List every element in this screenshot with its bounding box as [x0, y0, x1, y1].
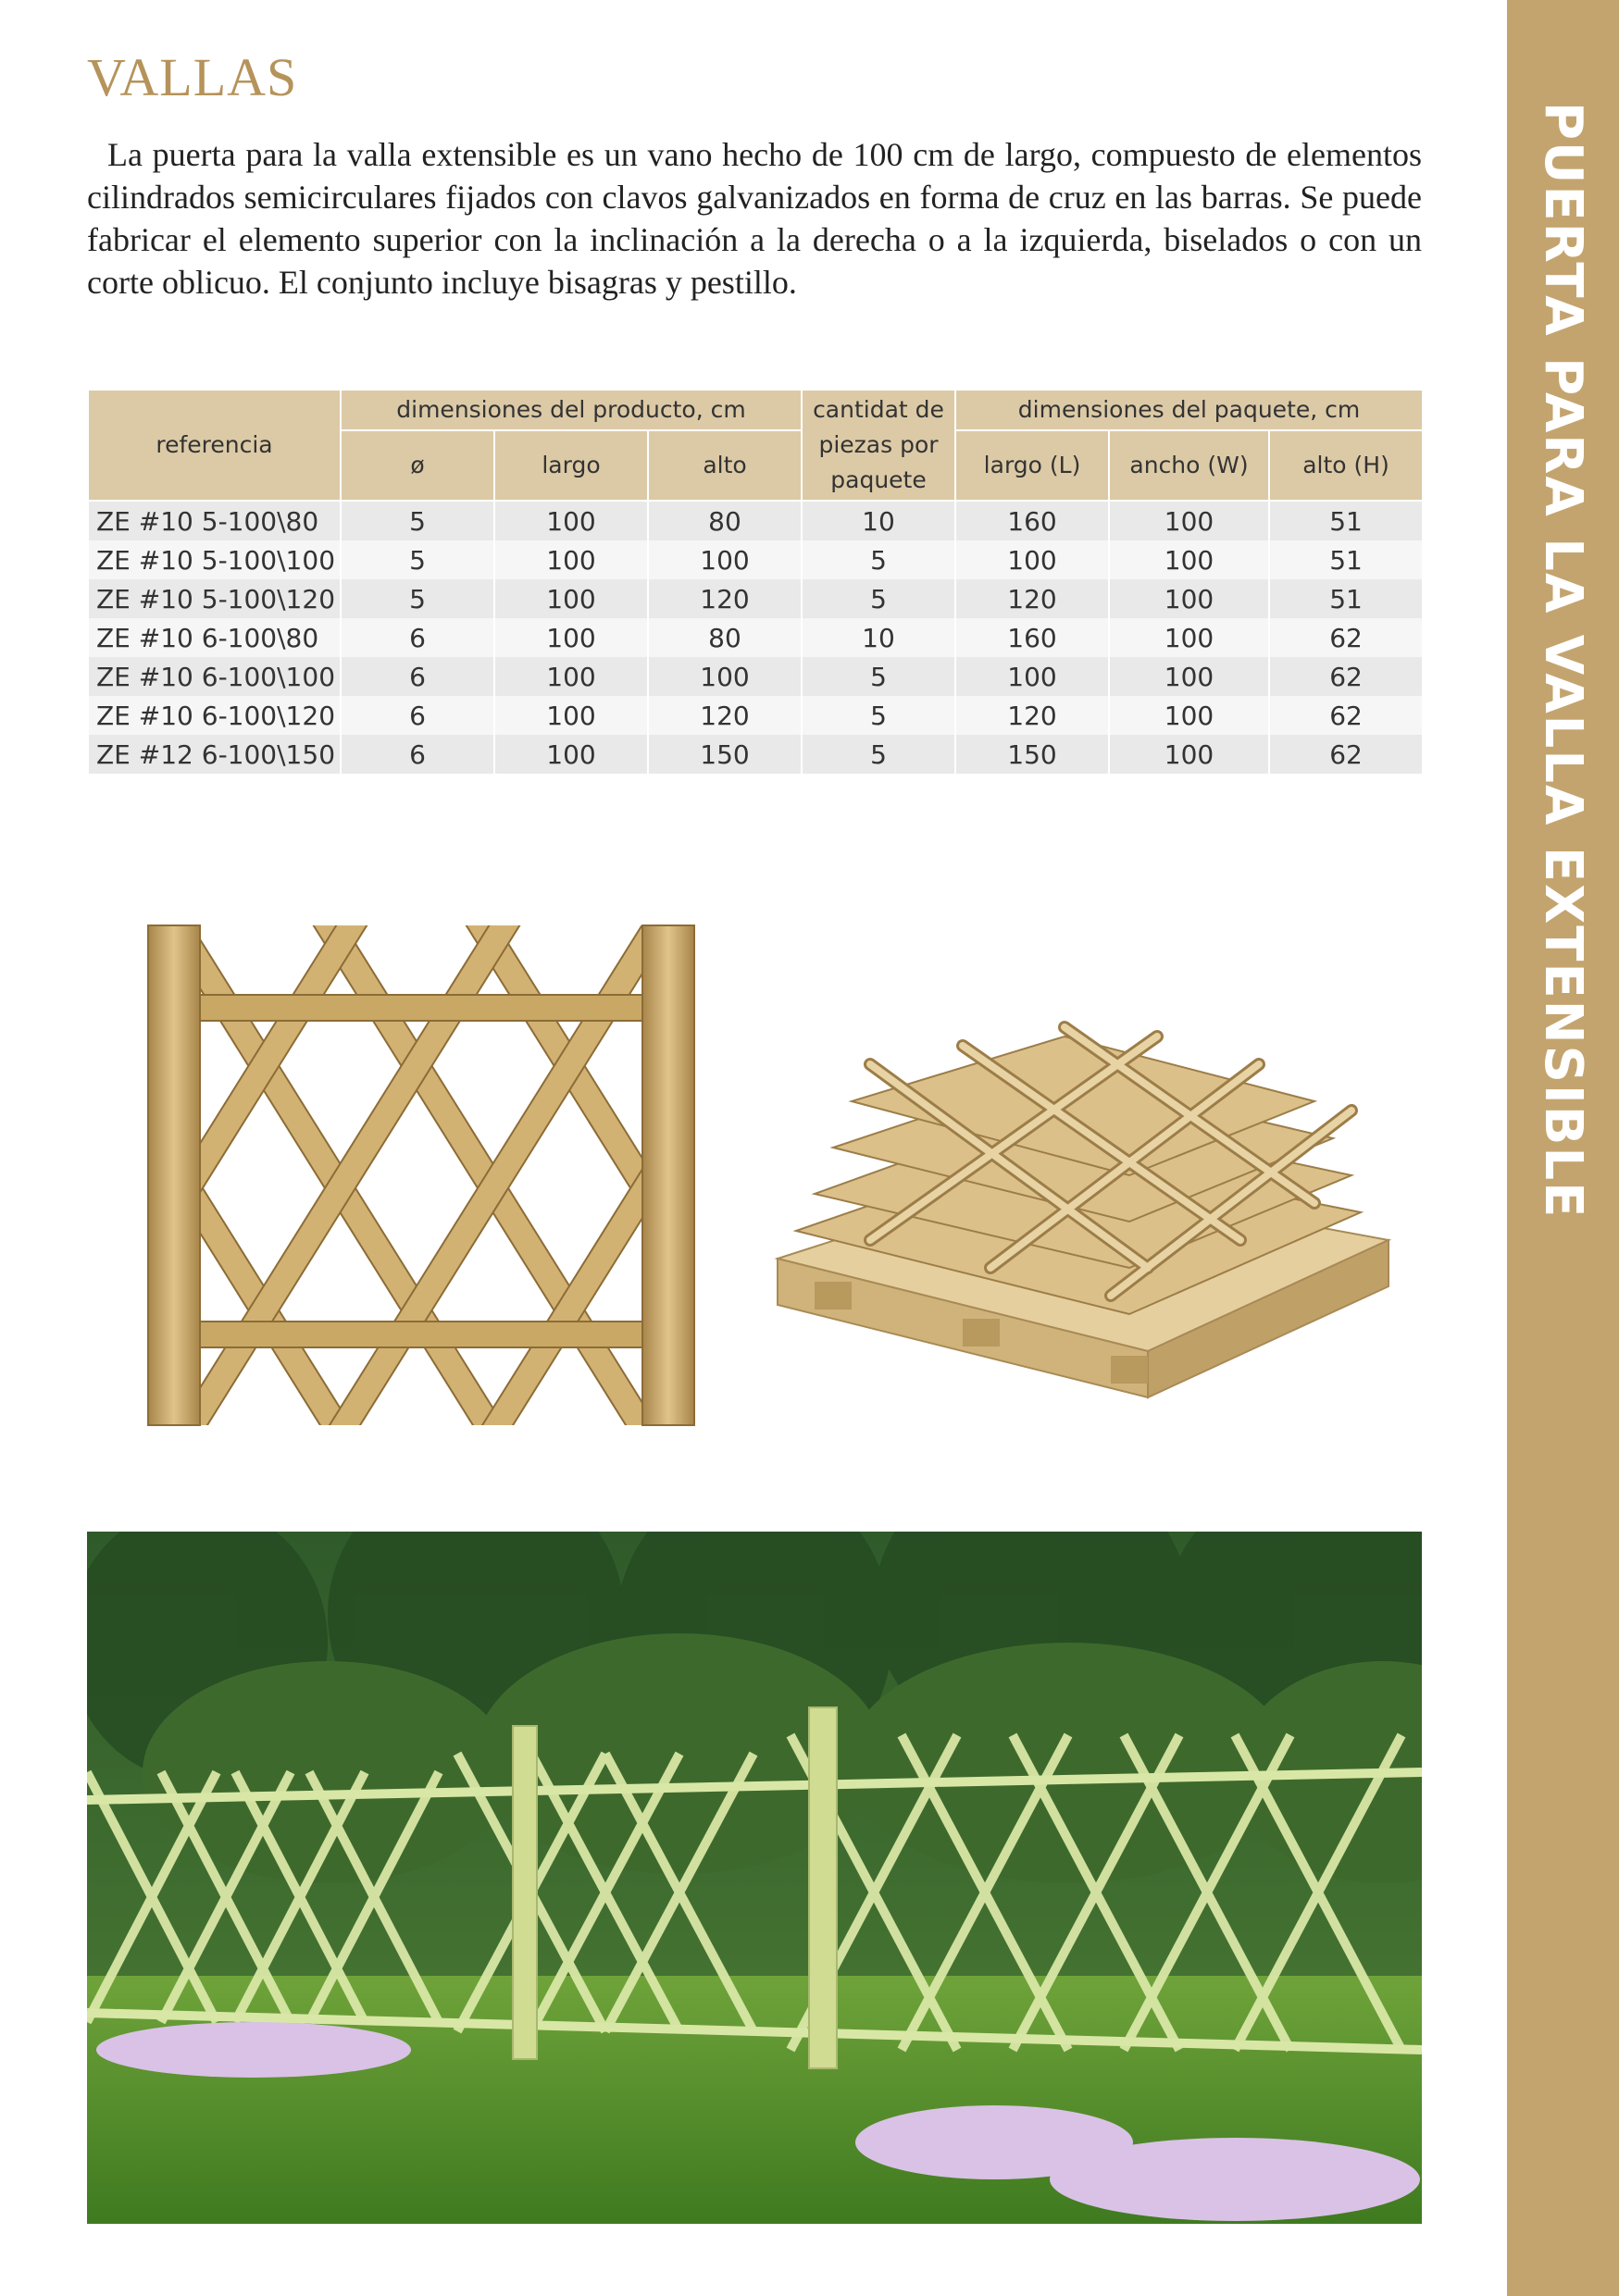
cell-package-largo: 100 — [955, 540, 1109, 579]
cell-alto: 150 — [648, 735, 802, 774]
cell-largo: 100 — [494, 579, 648, 618]
table-row — [88, 696, 1423, 735]
cell-package-largo: 120 — [955, 579, 1109, 618]
cell-ref: ZE #10 6-100\100 — [88, 657, 341, 696]
cell-package-ancho: 100 — [1109, 696, 1269, 735]
cell-package-alto: 62 — [1269, 618, 1423, 657]
garden-fence-photo — [87, 1532, 1422, 2224]
table-row — [88, 618, 1423, 657]
cell-quantity: 5 — [802, 657, 955, 696]
cell-largo: 100 — [494, 735, 648, 774]
table-row — [88, 501, 1423, 540]
header-diameter: ø — [341, 430, 494, 501]
cell-ref: ZE #10 5-100\120 — [88, 579, 341, 618]
cell-diameter: 5 — [341, 579, 494, 618]
pallet-photo — [759, 962, 1407, 1425]
cell-package-alto: 62 — [1269, 735, 1423, 774]
cell-diameter: 6 — [341, 696, 494, 735]
header-referencia: referencia — [88, 390, 341, 501]
cell-ref: ZE #10 5-100\100 — [88, 540, 341, 579]
cell-alto: 100 — [648, 657, 802, 696]
header-package-ancho: ancho (W) — [1109, 430, 1269, 501]
cell-largo: 100 — [494, 501, 648, 540]
cell-package-alto: 51 — [1269, 501, 1423, 540]
cell-package-ancho: 100 — [1109, 501, 1269, 540]
cell-diameter: 6 — [341, 735, 494, 774]
cell-alto: 120 — [648, 696, 802, 735]
cell-package-largo: 100 — [955, 657, 1109, 696]
cell-alto: 80 — [648, 501, 802, 540]
cell-quantity: 10 — [802, 618, 955, 657]
cell-package-largo: 120 — [955, 696, 1109, 735]
cell-alto: 80 — [648, 618, 802, 657]
cell-alto: 100 — [648, 540, 802, 579]
gate-photo — [130, 907, 704, 1434]
table-row — [88, 735, 1423, 774]
header-alto: alto — [648, 430, 802, 501]
cell-package-largo: 150 — [955, 735, 1109, 774]
cell-ref: ZE #10 6-100\120 — [88, 696, 341, 735]
side-title: PUERTA PARA LA VALLA EXTENSIBLE — [1533, 102, 1593, 1220]
header-package-alto: alto (H) — [1269, 430, 1423, 501]
cell-package-ancho: 100 — [1109, 735, 1269, 774]
cell-largo: 100 — [494, 696, 648, 735]
cell-quantity: 5 — [802, 579, 955, 618]
intro-paragraph: La puerta para la valla extensible es un vano hecho de 100 cm de largo, compuesto de elementos cilindrados semicirculares fijados con clavos galvanizados en forma de cruz en las barras. Se puede fabricar el elemento superior con la inclinación a la derecha o a la izquierda, biselados o con un corte oblicuo. El conjunto incluye bisagras y pestillo. — [87, 136, 1422, 301]
header-package-largo: largo (L) — [955, 430, 1109, 501]
cell-package-alto: 62 — [1269, 657, 1423, 696]
header-largo: largo — [494, 430, 648, 501]
header-quantity: cantidat de piezas por paquete — [802, 390, 955, 501]
table-row — [88, 657, 1423, 696]
cell-quantity: 10 — [802, 501, 955, 540]
cell-package-ancho: 100 — [1109, 579, 1269, 618]
cell-package-alto: 62 — [1269, 696, 1423, 735]
cell-largo: 100 — [494, 618, 648, 657]
cell-quantity: 5 — [802, 735, 955, 774]
cell-package-alto: 51 — [1269, 540, 1423, 579]
header-product-dimensions: dimensiones del producto, cm — [341, 390, 802, 430]
header-package-dimensions: dimensiones del paquete, cm — [955, 390, 1423, 430]
cell-package-ancho: 100 — [1109, 618, 1269, 657]
cell-package-alto: 51 — [1269, 579, 1423, 618]
cell-largo: 100 — [494, 540, 648, 579]
cell-alto: 120 — [648, 579, 802, 618]
cell-package-largo: 160 — [955, 618, 1109, 657]
cell-diameter: 5 — [341, 540, 494, 579]
cell-quantity: 5 — [802, 540, 955, 579]
cell-package-ancho: 100 — [1109, 540, 1269, 579]
cell-ref: ZE #10 6-100\80 — [88, 618, 341, 657]
cell-diameter: 5 — [341, 501, 494, 540]
cell-largo: 100 — [494, 657, 648, 696]
cell-diameter: 6 — [341, 618, 494, 657]
cell-diameter: 6 — [341, 657, 494, 696]
cell-package-largo: 160 — [955, 501, 1109, 540]
cell-ref: ZE #12 6-100\150 — [88, 735, 341, 774]
cell-quantity: 5 — [802, 696, 955, 735]
cell-package-ancho: 100 — [1109, 657, 1269, 696]
table-row — [88, 540, 1423, 579]
page-title: VALLAS — [87, 47, 298, 107]
table-row — [88, 579, 1423, 618]
spec-table — [87, 389, 1424, 774]
cell-ref: ZE #10 5-100\80 — [88, 501, 341, 540]
